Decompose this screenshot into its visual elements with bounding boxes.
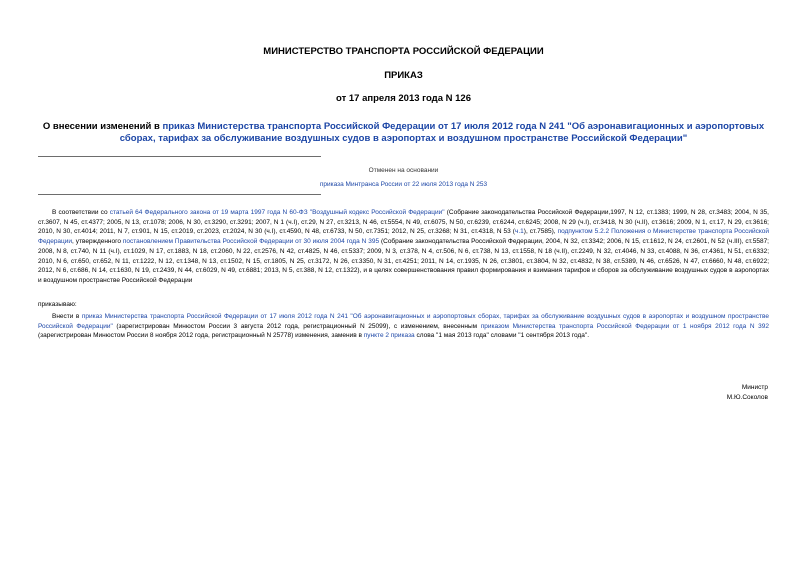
p1-text-1: В соответствии со: [52, 209, 110, 216]
p1-text-5: (Собрание законодательства Российской Федерации, 2004, N 32, ст.3342; 2006, N 15, ст.1612, N 24, ст.2601, N 52 (ч.III), ст.5587; 2008, N 8, ст.740, N 11 (ч.I), ст.1029, N 17, ст.1883, N 18, ст.2060, N 22, ст.2576, N 42, ст.4825, N 46, ст.5337; 2009, N 3, ст.378, N 4, ст.506, N 6, ст.738, N 13, ст.1558, N 18 (ч.II), ст.2249, N 32, ст.4046, N 33, ст.4088, N 36, ст.4361, N 51, ст.6332; 2010, N 6, ст.650, ст.652, N 11, ст.1222, N 12, ст.1348, N 13, ст.1502, N 15, ст.1805, N 25, ст.3172, N 26, ст.3350, N 31, ст.4251; 2011, N 14, ст.1935, N 26, ст.3801, ст.3804, N 32, ст.4832, N 38, ст.5389, N 46, ст.6526, N 47, ст.6660, N 48, ст.6922; 2012, N 6, ст.686, N 14, ст.1630, N 19, ст.2439, N 44, ст.6029, N 49, ст.6881; 2013, N 5, ст.388, N 12, ст.1322), и в целях совершенствования правил формирования и взимания тарифов и сборов за обслуживание воздушных судов в аэропортах и воздушном пространстве Российской Федерации: [38, 238, 770, 284]
repeal-link[interactable]: [0, 181, 807, 188]
title-prefix: О внесении изменений в: [42, 121, 163, 132]
p2-text-2: (зарегистрирован Минюстом России 3 августа 2012 года, регистрационный N 25099), с изменением, внесенным: [112, 322, 481, 330]
signature-role: Министр: [741, 384, 768, 391]
p1-text-3: ), ст.7585),: [523, 228, 558, 236]
regulation-link[interactable]: подпунктом 5.2.2 Положения о Министерстве транспорта Российской Федерации: [38, 228, 769, 246]
ministry-heading: МИНИСТЕРСТВО ТРАНСПОРТА РОССИЙСКОЙ ФЕДЕРАЦИИ: [263, 46, 544, 57]
order-word: приказываю:: [38, 301, 77, 308]
preamble-paragraph: [38, 208, 769, 286]
document-title: [40, 121, 767, 145]
p2-text-3: (зарегистрирован Минюстом России 8 ноября 2012 года, регистрационный N 25778) изменения, заменив в: [38, 332, 364, 340]
divider-top: [38, 156, 321, 157]
p1-text-4: , утвержденного: [72, 238, 123, 246]
signature-name: М.Ю.Соколов: [726, 394, 768, 401]
air-code-link[interactable]: статьей 64 Федерального закона от 19 марта 1997 года N 60-ФЗ "Воздушный кодекс Российской Федерации": [109, 209, 445, 216]
p1-text-2: (Собрание законодательства Российской Федерации,1997, N 12, ст.1383; 1999, N 28, ст.3483; 2004, N 35, ст.3607, N 45, ст.4377; 2005, N 13, ст.1078; 2006, N 30, ст.3290, ст.3291; 2007, N 1 (ч.I), ст.29, N 27, ст.3213, N 46, ст.5554, N 49, ст.6075, N 50, ст.6239, ст.6244, ст.6245; 2008, N 29 (ч.I), ст.3418, N 30 (ч.II), ст.3616; 2009, N 1, ст.17, N 29, ст.3616; 2010, N 30, ст.4014; 2011, N 7, ст.901, N 15, ст.2019, ст.2023, ст.2024, N 30 (ч.I), ст.4590, N 48, ст.6733, N 50, ст.7351; 2012, N 25, ст.3268; N 31, ст.4318, N 53 (: [38, 209, 769, 236]
divider-bottom: [38, 194, 321, 195]
clause-2-link[interactable]: пункте 2 приказа: [363, 332, 415, 340]
document-date: от 17 апреля 2013 года N 126: [336, 93, 471, 104]
order-392-link[interactable]: приказом Министерства транспорта Российской Федерации от 1 ноября 2012 года N 392: [480, 322, 769, 330]
part1-link[interactable]: ч.1: [514, 228, 524, 236]
order-241-link[interactable]: приказ Министерства транспорта Российской Федерации от 17 июля 2012 года N 241 "Об аэронавигационных и аэропортовых сборах, тарифах за обслуживание воздушных судов в аэропортах и воздушном пространстве Российской Федерации": [38, 313, 769, 330]
government-resolution-link[interactable]: постановлением Правительства Российской Федерации от 30 июля 2004 года N 395: [122, 238, 380, 246]
document-type: ПРИКАЗ: [384, 70, 423, 81]
order-paragraph: [38, 312, 769, 341]
signature-block: [600, 383, 768, 403]
p2-text-1: Внести в: [52, 313, 82, 320]
repeal-order-link[interactable]: приказа Минтранса России от 22 июля 2013 года N 253: [319, 181, 488, 188]
repeal-note: Отменен на основании: [368, 167, 439, 174]
title-order-link[interactable]: приказ Министерства транспорта Российской Федерации от 17 июля 2012 года N 241 "Об аэронавигационных и аэропортовых сборах, тарифах за обслуживание воздушных судов в аэропортах и воздушном пространстве Российской Федерации": [119, 121, 765, 144]
p2-text-4: слова "1 мая 2013 года" словами "1 сентября 2013 года".: [414, 332, 590, 340]
